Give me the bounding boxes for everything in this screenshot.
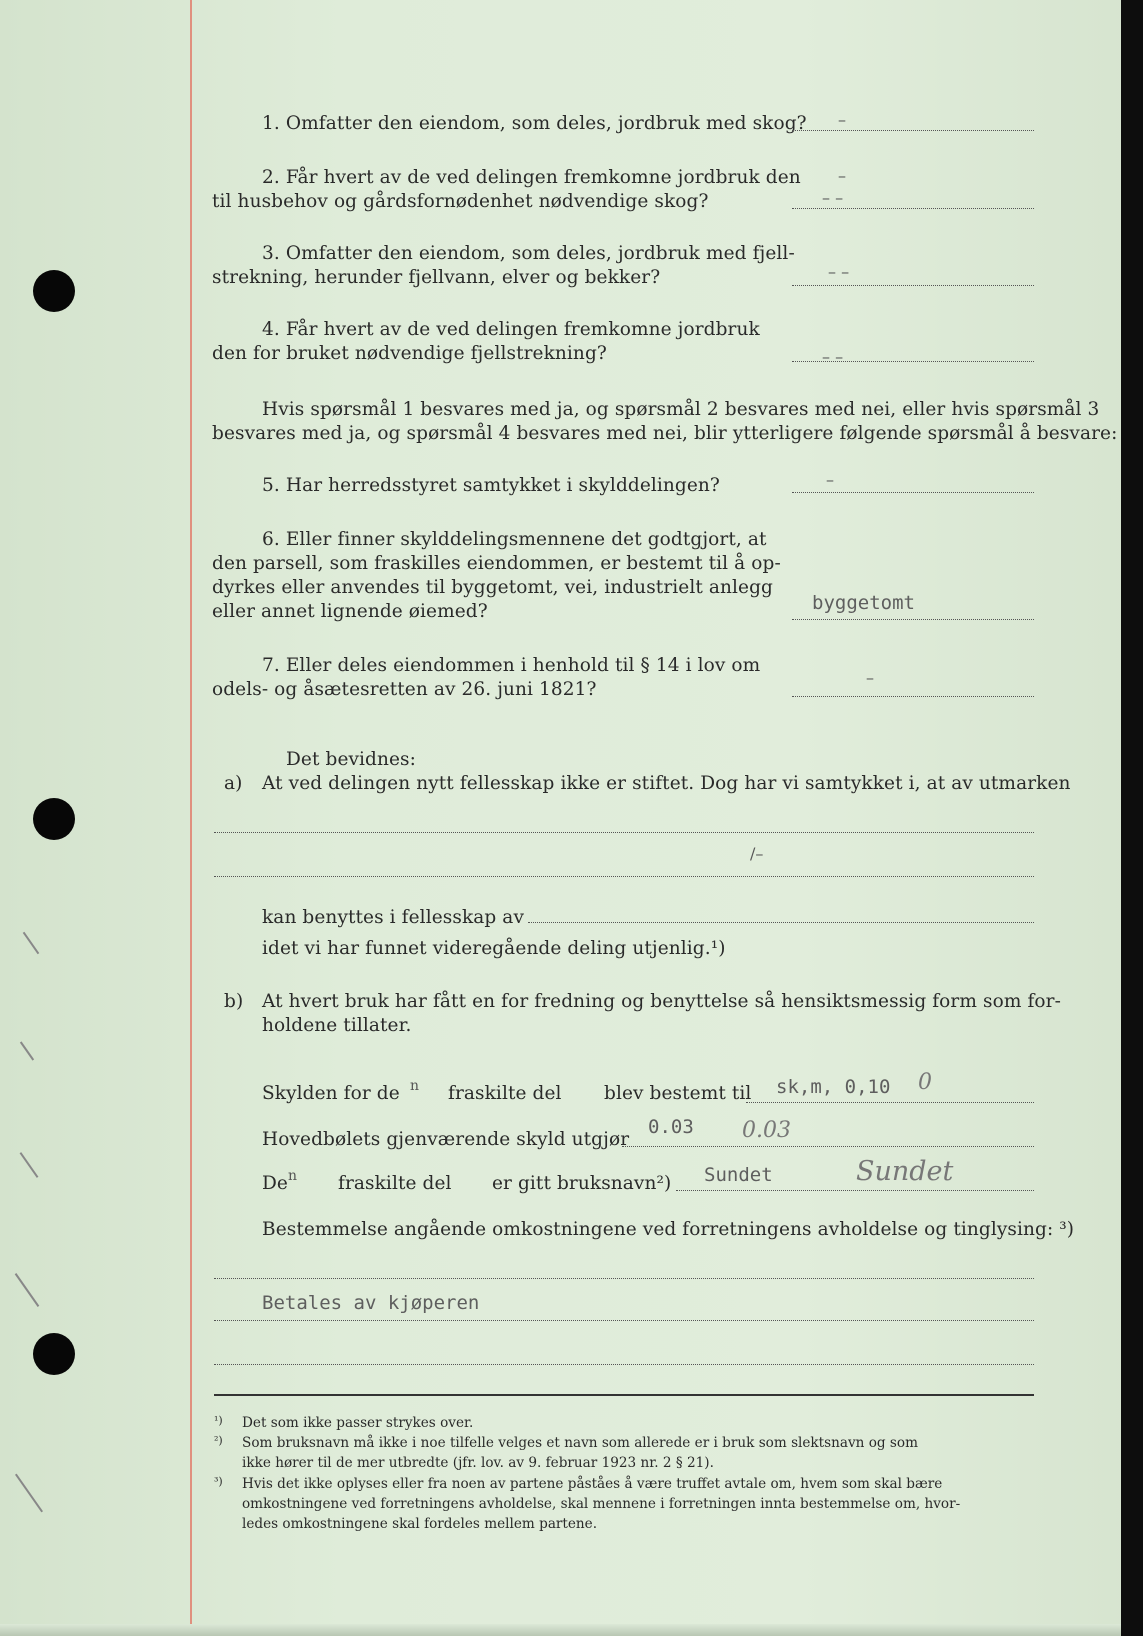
cost-line-3 <box>214 1364 1034 1365</box>
question-6-line-4: eller annet lignende øiemed? <box>212 601 488 622</box>
skyld-label-2: fraskilte del <box>448 1083 562 1104</box>
name-label-2: fraskilte del <box>338 1173 452 1194</box>
footnote-3-line-3: ledes omkostningene skal fordeles mellem partene. <box>242 1516 598 1532</box>
answer-line-5 <box>792 492 1034 493</box>
skyld-label-1: Skylden for de <box>262 1083 400 1104</box>
answer-2b: – – <box>822 188 844 207</box>
scan-mark <box>23 932 40 954</box>
shared-use-label: kan benyttes i fellesskap av <box>262 907 524 928</box>
scan-mark <box>15 1273 40 1307</box>
question-6-line-1: 6. Eller finner skylddelingsmennene det godtgjort, at <box>262 529 767 550</box>
question-3-line-1: 3. Omfatter den eiendom, som deles, jordbruk med fjell- <box>262 243 795 264</box>
question-4-line-1: 4. Får hvert av de ved delingen fremkomne jordbruk <box>262 319 760 340</box>
shared-use-line <box>528 922 1034 923</box>
fill-line-a1 <box>214 832 1034 833</box>
binder-hole-top <box>33 270 75 312</box>
answer-4: – – <box>822 347 844 366</box>
footnote-3-line-1: Hvis det ikke oplyses eller fra noen av partene påståes å være truffet avtale om, hvem som skal bære <box>242 1476 943 1492</box>
main-farm-line <box>622 1146 1034 1147</box>
skyld-line <box>746 1102 1034 1103</box>
name-value-typed: Sundet <box>704 1164 773 1186</box>
main-farm-label: Hovedbølets gjenværende skyld utgjør <box>262 1129 630 1150</box>
footnote-2-line-1: Som bruksnavn må ikke i noe tilfelle velges et navn som allerede er i bruk som slektsnavn og som <box>242 1435 918 1451</box>
question-7-line-2: odels- og åsætesretten av 26. juni 1821? <box>212 679 597 700</box>
answer-2a: – <box>838 166 846 185</box>
item-a-label: a) <box>224 773 243 794</box>
answer-line-2 <box>792 208 1034 209</box>
cost-line-1 <box>214 1278 1034 1279</box>
red-margin-line <box>190 0 192 1636</box>
answer-7: – <box>866 668 874 687</box>
name-line <box>676 1190 1034 1191</box>
question-1: 1. Omfatter den eiendom, som deles, jordbruk med skog? <box>262 113 807 134</box>
name-superscript: n <box>288 1168 298 1184</box>
scan-border <box>1121 0 1143 1636</box>
skyld-value-typed: sk,m, 0,10 <box>776 1076 891 1098</box>
footnote-2-mark: ²) <box>214 1434 223 1447</box>
item-b-label: b) <box>224 991 244 1012</box>
skyld-label-3: blev bestemt til <box>604 1083 752 1104</box>
scan-bottom-shadow <box>0 1624 1121 1636</box>
fill-line-a2 <box>214 876 1034 877</box>
footnote-2-line-2: ikke hører til de mer utbredte (jfr. lov. av 9. februar 1923 nr. 2 § 21). <box>242 1455 714 1471</box>
answer-5: – <box>826 470 834 489</box>
footnote-3-line-2: omkostningene ved forretningens avholdelse, skal mennene i forretningen innta bestemmelse om, hvor- <box>242 1496 961 1512</box>
answer-line-6 <box>792 619 1034 620</box>
footnote-1-mark: ¹) <box>214 1414 223 1427</box>
conditional-line-1: Hvis spørsmål 1 besvares med ja, og spørsmål 2 besvares med nei, eller hvis spørsmål 3 <box>262 399 1100 420</box>
answer-line-7 <box>792 696 1034 697</box>
footnote-3-mark: ³) <box>214 1475 223 1488</box>
name-label-1: De <box>262 1173 288 1194</box>
footnote-1: Det som ikke passer strykes over. <box>242 1415 474 1431</box>
cost-value: Betales av kjøperen <box>262 1292 480 1314</box>
question-2-line-1: 2. Får hvert av de ved delingen fremkomne jordbruk den <box>262 167 801 188</box>
scan-mark <box>20 1152 39 1178</box>
name-label-3: er gitt bruksnavn²) <box>492 1173 672 1194</box>
main-farm-value-hand: 0.03 <box>742 1118 791 1143</box>
scan-mark <box>20 1041 34 1060</box>
item-b-line-1: At hvert bruk har fått en for fredning og benyttelse så hensiktsmessig form som for- <box>262 991 1061 1012</box>
further-division-text: idet vi har funnet videregående deling utjenlig.¹) <box>262 938 726 959</box>
question-6-line-3: dyrkes eller anvendes til byggetomt, vei, industrielt anlegg <box>212 577 773 598</box>
question-4-line-2: den for bruket nødvendige fjellstrekning? <box>212 343 607 364</box>
cost-line-2 <box>214 1320 1034 1321</box>
skyld-superscript: n <box>410 1078 420 1094</box>
binder-hole-middle <box>33 798 75 840</box>
certification-heading: Det bevidnes: <box>286 749 416 770</box>
conditional-line-2: besvares med ja, og spørsmål 4 besvares med nei, blir ytterligere følgende spørsmål å besvare: <box>212 423 1118 444</box>
scan-mark <box>15 1474 43 1513</box>
cost-label: Bestemmelse angående omkostningene ved forretningens avholdelse og tinglysing: ³) <box>262 1219 1075 1240</box>
item-a-mark: /– <box>750 844 764 863</box>
question-5: 5. Har herredsstyret samtykket i skylddelingen? <box>262 475 720 496</box>
answer-3: – – <box>828 262 850 281</box>
question-3-line-2: strekning, herunder fjellvann, elver og bekker? <box>212 267 661 288</box>
answer-line-3 <box>792 285 1034 286</box>
item-a-text: At ved delingen nytt fellesskap ikke er stiftet. Dog har vi samtykket i, at av utmarken <box>262 773 1071 794</box>
binder-hole-bottom <box>33 1333 75 1375</box>
main-farm-value-typed: 0.03 <box>648 1116 694 1138</box>
answer-1: – <box>838 110 846 129</box>
question-2-line-2: til husbehov og gårdsfornødenhet nødvendige skog? <box>212 191 709 212</box>
question-6-line-2: den parsell, som fraskilles eiendommen, er bestemt til å op- <box>212 553 781 574</box>
skyld-value-hand: 0 <box>918 1070 932 1095</box>
name-value-hand: Sundet <box>856 1156 954 1187</box>
question-7-line-1: 7. Eller deles eiendommen i henhold til § 14 i lov om <box>262 655 761 676</box>
item-b-line-2: holdene tillater. <box>262 1015 412 1036</box>
footnote-rule <box>214 1394 1034 1396</box>
answer-6: byggetomt <box>812 592 915 614</box>
answer-line-1 <box>792 130 1034 131</box>
